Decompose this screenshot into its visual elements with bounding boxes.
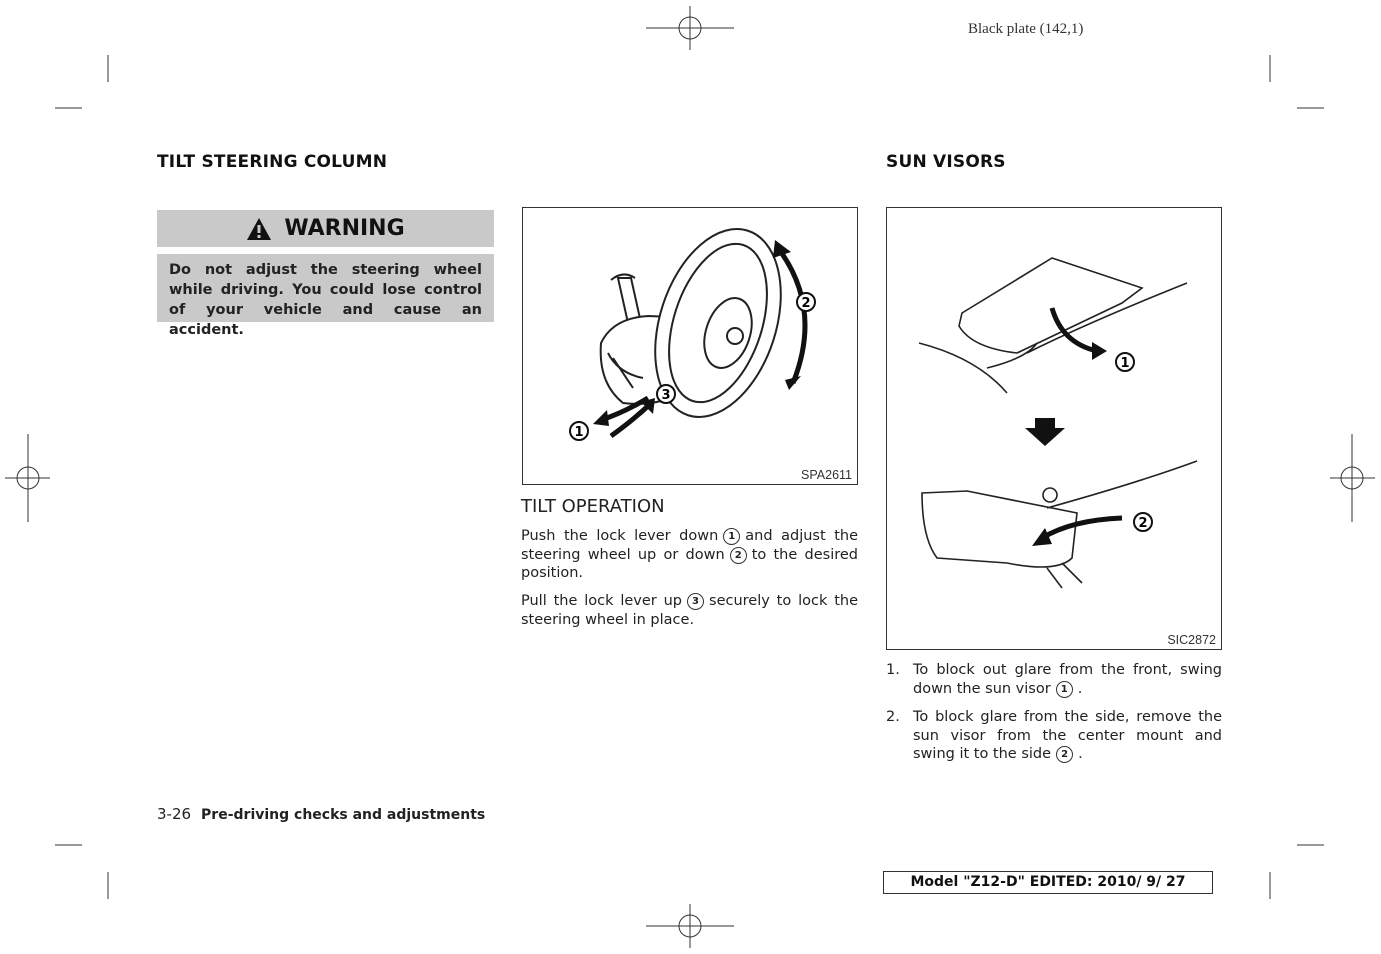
ref-2: 2 xyxy=(730,547,747,564)
callout-2: 2 xyxy=(1138,516,1148,531)
ref-3: 3 xyxy=(687,593,704,610)
callout-3: 3 xyxy=(661,388,671,403)
section-name: Pre-driving checks and adjustments xyxy=(201,807,486,823)
plate-label: Black plate (142,1) xyxy=(968,21,1084,37)
figure-tilt-steering xyxy=(522,207,858,485)
paragraph-tilt-2: Pull the lock lever up 3 securely to lock the steering wheel in place. xyxy=(521,593,858,628)
warning-header xyxy=(157,210,494,247)
callout-2: 2 xyxy=(801,296,811,311)
sun-visor-illustration xyxy=(887,208,1221,649)
figure-code: SPA2611 xyxy=(801,468,852,482)
warning-triangle-icon xyxy=(246,217,272,241)
list-item: 2. To block glare from the side, remove the sun visor from the center mount and swing it to the side 2 . xyxy=(886,709,1222,762)
list-sun-visors xyxy=(886,661,1222,764)
figure-code: SIC2872 xyxy=(1167,633,1216,647)
list-item: 1. To block out glare from the front, swing down the sun visor 1 . xyxy=(886,662,1222,697)
ref-2: 2 xyxy=(1056,746,1073,763)
figure-sun-visor xyxy=(886,207,1222,650)
callout-1: 1 xyxy=(1120,356,1130,371)
page-footer xyxy=(157,805,485,823)
page-number: 3-26 xyxy=(157,805,192,823)
section-title-sun-visors: SUN VISORS xyxy=(886,152,1006,172)
ref-1: 1 xyxy=(723,528,740,545)
steering-wheel-illustration xyxy=(523,208,857,484)
paragraph-tilt-1: Push the lock lever down 1 and adjust the steering wheel up or down 2 to the desired position. xyxy=(521,528,859,581)
subsection-title-tilt-operation: TILT OPERATION xyxy=(521,496,665,517)
model-edited-box: Model "Z12-D" EDITED: 2010/ 9/ 27 xyxy=(883,871,1213,894)
warning-title: WARNING xyxy=(284,216,405,241)
section-title-tilt: TILT STEERING COLUMN xyxy=(157,152,388,172)
ref-1: 1 xyxy=(1056,681,1073,698)
callout-1: 1 xyxy=(574,425,584,440)
warning-text: Do not adjust the steering wheel while driving. You could lose control of your vehicle and cause an accident. xyxy=(157,254,494,322)
